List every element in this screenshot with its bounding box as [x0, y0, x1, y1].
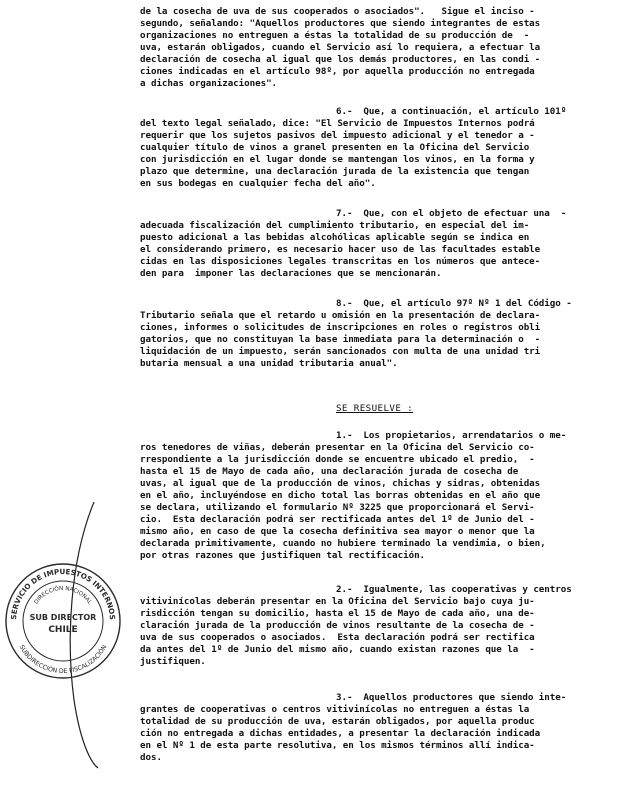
text-line: se declara, utilizando el formulario Nº 3225 que proporcionará el Servi- — [140, 502, 535, 513]
text-line: Tributario señala que el retardo u omisión en la presentación de declara- — [140, 310, 541, 321]
text-line: ros tenedores de viñas, deberán presentar en la Oficina del Servicio co- — [140, 442, 535, 453]
text-line: dos. — [140, 752, 162, 763]
text-line: liquidación de un impuesto, serán sancionados con multa de una unidad tri — [140, 346, 541, 357]
text-line: uva, estarán obligados, cuando el Servicio así lo requiera, a efectuar la — [140, 42, 541, 53]
text-line: 2.- Igualmente, las cooperativas y centros — [336, 584, 572, 595]
text-line: organizaciones no entreguen a éstas la totalidad de su producción de - — [140, 30, 530, 41]
text-line: declarada primitivamente, cuando no hubiere terminado la vendimia, o bien, — [140, 538, 546, 549]
text-line: ciones, informes o solicitudes de inscripciones en roles o registros obli — [140, 322, 541, 333]
text-line: mismo año, en caso de que la cosecha definitiva sea mayor o menor que la — [140, 526, 535, 537]
text-line: de la cosecha de uva de sus cooperados o asociados". Sigue el inciso - — [140, 6, 535, 17]
svg-text:SUBDIRECCIÓN DE FISCALIZACIÓN: SUBDIRECCIÓN DE FISCALIZACIÓN — [17, 643, 109, 676]
text-line: grantes de cooperativas o centros vitivinícolas no entreguen a éstas la — [140, 704, 530, 715]
text-line: del texto legal señalado, dice: "El Servicio de Impuestos Internos podrá — [140, 118, 535, 129]
text-line: da antes del 1º de Junio del mismo año, cuando existan razones que la - — [140, 644, 535, 655]
text-line: ción no entregada a dichas entidades, a presentar la declaración indicada — [140, 728, 541, 739]
text-line: en el Nº 1 de esta parte resolutiva, en los mismos términos allí indica- — [140, 740, 535, 751]
text-line: risdicción tengan su domicilio, hasta el 15 de Mayo de cada año, una de- — [140, 608, 535, 619]
text-line: uvas, al igual que de la producción de vinos, chichas y sidras, obtenidas — [140, 478, 541, 489]
text-line: segundo, señalando: "Aquellos productores que siendo integrantes de estas — [140, 18, 541, 29]
text-line: plazo que determine, una declaración jurada de la existencia que tengan — [140, 166, 530, 177]
text-line: en el año, incluyéndose en dicho total las borras obtenidas en el año que — [140, 490, 541, 501]
text-line: con jurisdicción en el lugar donde se mantengan los vinos, en la forma y — [140, 154, 535, 165]
text-line: 1.- Los propietarios, arrendatarios o me- — [336, 430, 567, 441]
svg-text:DIRECCIÓN NACIONAL: DIRECCIÓN NACIONAL — [33, 585, 93, 606]
text-line: 3.- Aquellos productores que siendo inte- — [336, 692, 567, 703]
svg-text:CHILE: CHILE — [48, 625, 78, 635]
text-line: el considerando primero, es necesario hacer uso de las facultades estable — [140, 244, 541, 255]
svg-text:SERVICIO DE IMPUESTOS INTERNOS: SERVICIO DE IMPUESTOS INTERNOS — [8, 566, 118, 621]
text-line: 8.- Que, el artículo 97º Nº 1 del Código - — [336, 298, 572, 309]
text-line: hasta el 15 de Mayo de cada año, una declaración jurada de cosecha de — [140, 466, 519, 477]
text-line: en sus bodegas en cualquier fecha del año". — [140, 178, 376, 189]
text-line: cio. Esta declaración podrá ser rectificada antes del 1º de Junio del - — [140, 514, 535, 525]
text-line: claración jurada de la producción de vinos resultante de la cosecha de - — [140, 620, 535, 631]
text-line: requerir que los sujetos pasivos del impuesto adicional y el tenedor a - — [140, 130, 535, 141]
official-stamp — [2, 560, 124, 682]
text-line: totalidad de su producción de uva, estarán obligados, por aquella produc — [140, 716, 535, 727]
text-line: 6.- Que, a continuación, el artículo 101º — [336, 106, 567, 117]
text-line: butaria mensual a una unidad tributaria anual". — [140, 358, 398, 369]
stamp-seal-icon — [2, 560, 124, 682]
text-line: vitivinícolas deberán presentar en la Oficina del Servicio bajo cuya ju- — [140, 596, 535, 607]
text-line: justifiquen. — [140, 656, 206, 667]
text-line: den para imponer las declaraciones que se mencionarán. — [140, 268, 442, 279]
text-line: rrespondiente a la jurisdicción donde se encuentre ubicado el predio, - — [140, 454, 535, 465]
text-line: gatorios, que no constituyan la base inmediata para la determinación o - — [140, 334, 541, 345]
text-line: por otras razones que justifiquen tal rectificación. — [140, 550, 426, 561]
text-line: a dichas organizaciones". — [140, 78, 278, 89]
text-line: adecuada fiscalización del cumplimiento tributario, en especial del im- — [140, 220, 530, 231]
text-line: uva de sus cooperados o asociados. Esta declaración podrá ser rectifica — [140, 632, 535, 643]
text-line: cidas en las disposiciones legales transcritas en los números que antece- — [140, 256, 541, 267]
text-line: declaración de cosecha al igual que los demás productores, en las condi - — [140, 54, 541, 65]
text-line: cualquier título de vinos a granel presenten en la Oficina del Servicio — [140, 142, 530, 153]
text-line: ciones indicadas en el artículo 98º, por aquella producción no entregada — [140, 66, 535, 77]
section-heading: SE RESUELVE : — [336, 403, 414, 414]
text-line: puesto adicional a las bebidas alcohólicas aplicable según se indica en — [140, 232, 530, 243]
text-line: 7.- Que, con el objeto de efectuar una - — [336, 208, 567, 219]
svg-text:SUB DIRECTOR: SUB DIRECTOR — [29, 613, 97, 622]
